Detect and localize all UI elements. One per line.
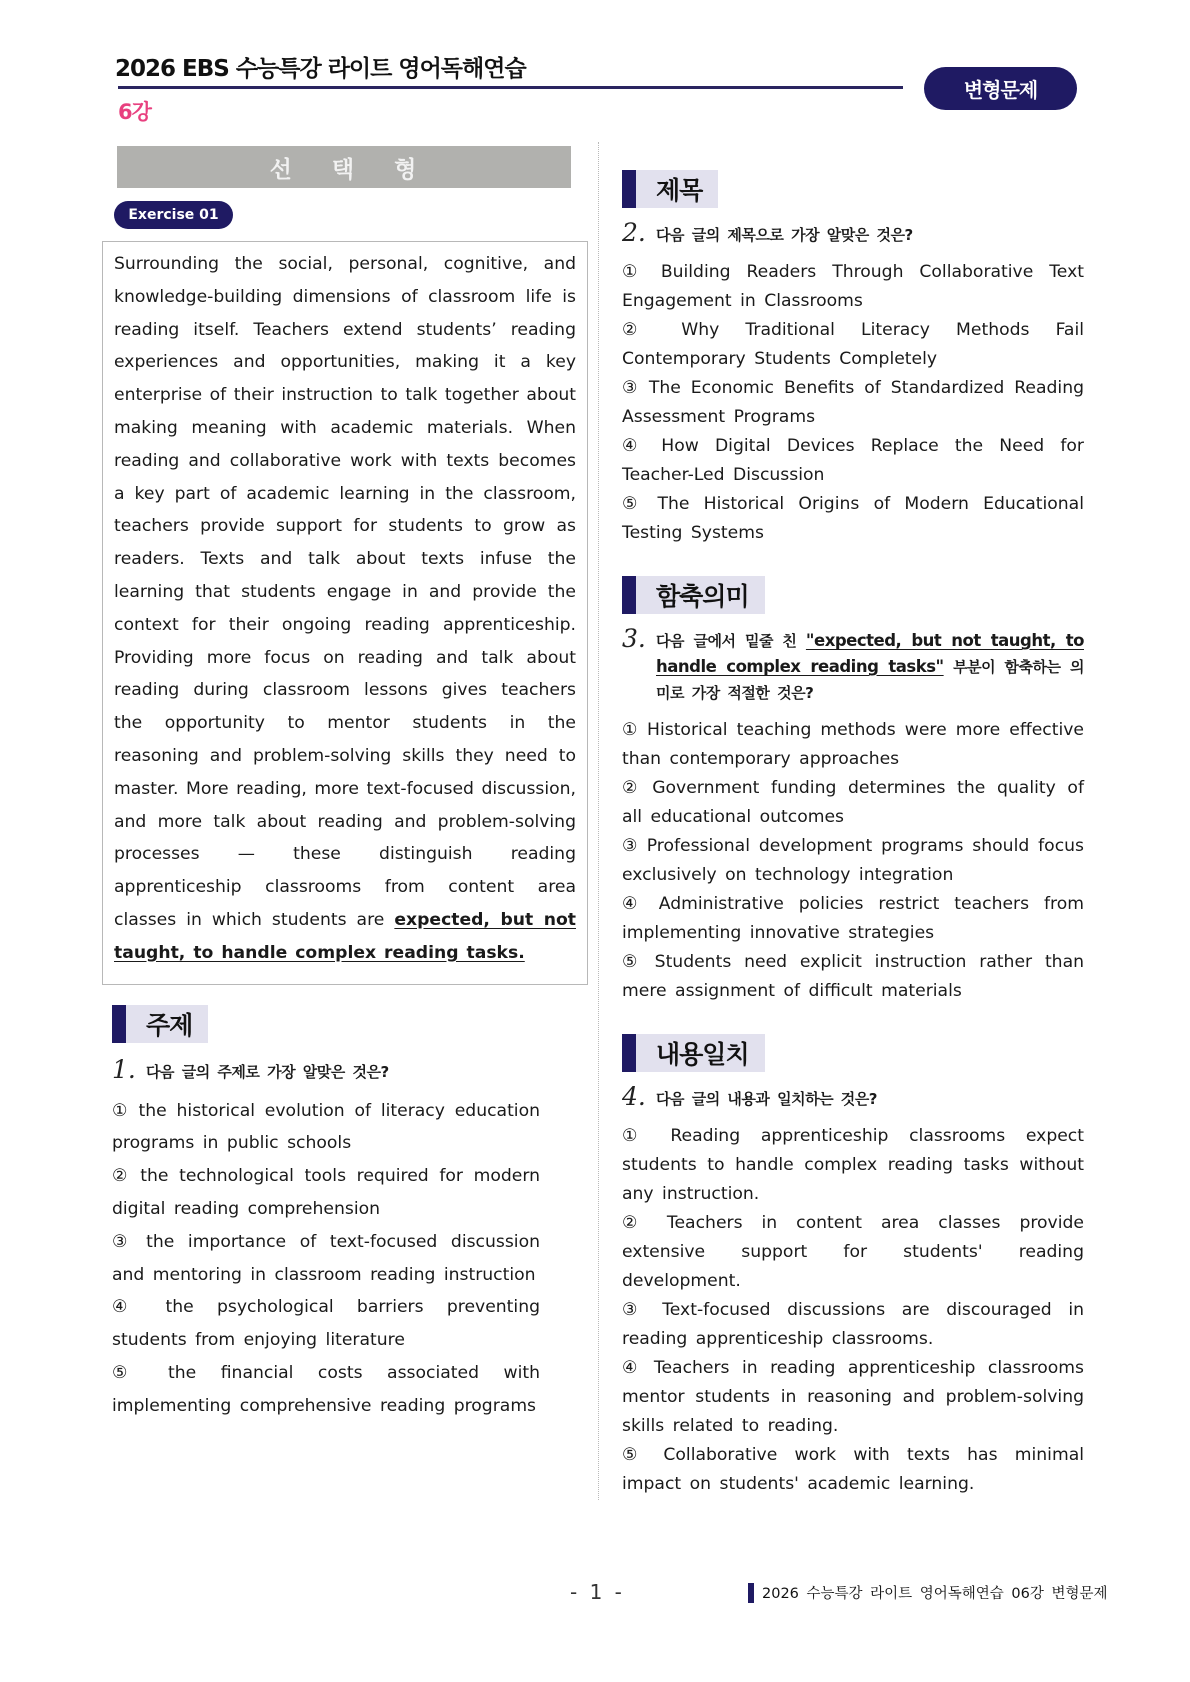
footer-title-text: 2026 수능특강 라이트 영어독해연습 06강 변형문제 — [762, 1586, 1108, 1602]
answer-option[interactable]: ② the technological tools required for modern digital reading comprehension — [112, 1166, 540, 1219]
header-divider — [118, 86, 903, 89]
answer-option[interactable]: ② Why Traditional Literacy Methods Fail Contemporary Students Completely — [622, 320, 1084, 369]
answer-option[interactable]: ④ How Digital Devices Replace the Need for Teacher-Led Discussion — [622, 436, 1084, 485]
answer-options — [622, 258, 1084, 548]
answer-option[interactable]: ③ the importance of text-focused discussion and mentoring in classroom reading instruction — [112, 1231, 540, 1285]
question-prompt: 다음 글의 내용과 일치하는 것은? — [656, 1090, 877, 1108]
answer-option[interactable]: ② Teachers in content area classes provide extensive support for students' reading development. — [622, 1213, 1084, 1291]
heading-accent-bar — [622, 1034, 636, 1072]
question-number: 4. — [622, 1082, 646, 1111]
answer-option[interactable]: ④ Teachers in reading apprenticeship classrooms mentor students in reasoning and problem-solving skills related to reading. — [622, 1358, 1084, 1436]
answer-option[interactable]: ④ the psychological barriers preventing students from enjoying literature — [112, 1297, 540, 1351]
question-3 — [622, 576, 1084, 1006]
prompt-text: 부분이 함축하는 의미로 가장 적절한 것은? — [656, 658, 1084, 702]
question-prompt-line — [622, 624, 1084, 706]
problem-type-badge: 변형문제 — [924, 67, 1077, 110]
right-column — [622, 170, 1084, 1499]
answer-options — [622, 1122, 1084, 1499]
category-label: 함축의미 — [636, 576, 765, 614]
question-1 — [112, 1005, 588, 1423]
question-2 — [622, 170, 1084, 548]
question-prompt: 다음 글의 제목으로 가장 알맞은 것은? — [656, 226, 913, 244]
column-divider — [598, 142, 599, 1500]
category-heading-topic — [112, 1005, 588, 1043]
question-prompt-line — [622, 218, 1084, 248]
answer-option[interactable]: ③ Text-focused discussions are discouraged in reading apprenticeship classrooms. — [622, 1300, 1084, 1349]
category-heading-implication — [622, 576, 1084, 614]
passage-underlined-phrase: expected, but not taught, to handle complex reading tasks. — [114, 909, 576, 963]
answer-options — [112, 1095, 540, 1423]
answer-option[interactable]: ④ Administrative policies restrict teachers from implementing innovative strategies — [622, 894, 1084, 943]
question-number: 1. — [112, 1054, 136, 1084]
question-prompt-line — [622, 1082, 1084, 1112]
answer-option[interactable]: ⑤ The Historical Origins of Modern Educational Testing Systems — [622, 494, 1084, 543]
answer-option[interactable]: ③ Professional development programs should focus exclusively on technology integration — [622, 836, 1084, 885]
footer-title — [748, 1582, 1108, 1603]
answer-option[interactable]: ⑤ Collaborative work with texts has minimal impact on students' academic learning. — [622, 1445, 1084, 1494]
prompt-text: 다음 글에서 밑줄 친 — [656, 632, 806, 650]
answer-options — [622, 716, 1084, 1006]
answer-option[interactable]: ⑤ the financial costs associated with implementing comprehensive reading programs — [112, 1362, 540, 1416]
answer-option[interactable]: ① Building Readers Through Collaborative Text Engagement in Classrooms — [622, 262, 1084, 311]
question-4 — [622, 1034, 1084, 1499]
category-heading-title — [622, 170, 1084, 208]
document-title: 2026 EBS 수능특강 라이트 영어독해연습 — [115, 56, 526, 82]
answer-option[interactable]: ① Historical teaching methods were more effective than contemporary approaches — [622, 720, 1084, 769]
reading-passage — [102, 241, 588, 985]
section-bar-multiple-choice: 선 택 형 — [117, 146, 571, 188]
heading-accent-bar — [622, 576, 636, 614]
footer-accent-mark — [748, 1583, 754, 1603]
prompt-underlined-phrase: "expected, but not taught, to handle complex reading tasks" — [656, 631, 1084, 676]
category-heading-content-match — [622, 1034, 1084, 1072]
question-number: 3. — [622, 624, 646, 653]
page-number: - 1 - — [570, 1580, 622, 1604]
answer-option[interactable]: ① Reading apprenticeship classrooms expect students to handle complex reading tasks without any instruction. — [622, 1126, 1084, 1204]
heading-accent-bar — [112, 1005, 126, 1043]
category-label: 주제 — [126, 1005, 208, 1043]
category-label: 제목 — [636, 170, 718, 208]
category-label: 내용일치 — [636, 1034, 765, 1072]
question-prompt — [656, 624, 1084, 706]
answer-option[interactable]: ① the historical evolution of literacy education programs in public schools — [112, 1100, 540, 1154]
answer-option[interactable]: ② Government funding determines the quality of all educational outcomes — [622, 778, 1084, 827]
answer-option[interactable]: ⑤ Students need explicit instruction rather than mere assignment of difficult materials — [622, 952, 1084, 1001]
lecture-number: 6강 — [118, 100, 151, 124]
question-number: 2. — [622, 218, 646, 247]
question-prompt: 다음 글의 주제로 가장 알맞은 것은? — [146, 1062, 389, 1081]
passage-text: Surrounding the social, personal, cognitive, and knowledge-building dimensions of classroom life is reading itself. Teachers extend students’ reading experiences and opportunities, making it a key enterprise of their instruction to talk together about making meaning with academic materials. When reading and collaborative work with texts becomes a key part of academic learning in the classroom, teachers provide support for students to grow as readers. Texts and talk about texts infuse the learning that students engage in and provide the context for their ongoing reading apprenticeship. Providing more focus on reading and talk about reading during classroom lessons gives teachers the opportunity to mentor students in the reasoning and problem-solving skills they need to master. More reading, more text-focused discussion, and more talk about reading and problem-solving processes — these distinguish reading apprenticeship classrooms from content area classes in which students are — [114, 254, 576, 930]
exercise-label: Exercise 01 — [114, 201, 233, 229]
heading-accent-bar — [622, 170, 636, 208]
left-column — [102, 146, 588, 1423]
answer-option[interactable]: ③ The Economic Benefits of Standardized Reading Assessment Programs — [622, 378, 1084, 427]
question-prompt-line — [112, 1055, 588, 1085]
